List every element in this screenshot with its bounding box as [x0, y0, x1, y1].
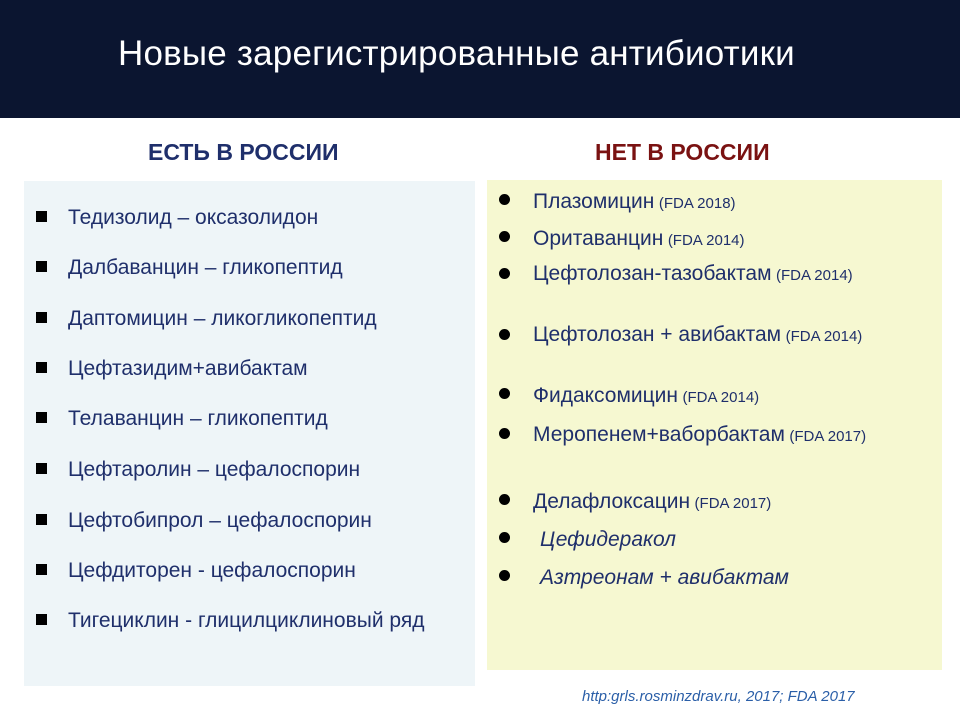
bullet-square-icon	[36, 312, 47, 323]
bullet-square-icon	[36, 362, 47, 373]
drug-name: Цефидеракол	[540, 528, 677, 551]
bullet-dot-icon	[499, 194, 510, 205]
bullet-square-icon	[36, 463, 47, 474]
list-item-text: Цефтаролин – цефалоспорин	[68, 458, 361, 481]
fda-note: (FDA 2018)	[658, 195, 736, 212]
bullet-square-icon	[36, 614, 47, 625]
list-item-text: Телаванцин – гликопептид	[68, 407, 328, 430]
fda-note: (FDA 2014)	[682, 389, 760, 406]
fda-note: (FDA 2014)	[785, 328, 863, 345]
fda-note: (FDA 2014)	[775, 267, 853, 284]
bullet-dot-icon	[499, 428, 510, 439]
list-item-text: Тедизолид – оксазолидон	[68, 206, 319, 229]
right-column-header: НЕТ В РОССИИ	[595, 139, 770, 165]
bullet-square-icon	[36, 412, 47, 423]
drug-name: Азтреонам + авибактам	[540, 566, 789, 589]
drug-name: Цефтолозан + авибактам	[533, 323, 782, 346]
left-column-header: ЕСТЬ В РОССИИ	[148, 139, 339, 165]
right-panel	[487, 180, 942, 670]
bullet-dot-icon	[499, 532, 510, 543]
title-bar	[0, 0, 960, 118]
bullet-square-icon	[36, 514, 47, 525]
fda-note: (FDA 2017)	[694, 495, 772, 512]
bullet-square-icon	[36, 211, 47, 222]
list-item-text: Даптомицин – ликогликопептид	[68, 307, 377, 330]
bullet-dot-icon	[499, 329, 510, 340]
bullet-dot-icon	[499, 570, 510, 581]
bullet-dot-icon	[499, 494, 510, 505]
bullet-dot-icon	[499, 268, 510, 279]
bullet-square-icon	[36, 564, 47, 575]
drug-name: Оритаванцин	[533, 227, 664, 250]
list-item-text: Тигециклин - глицилциклиновый ряд	[68, 609, 425, 632]
drug-name: Плазомицин	[533, 190, 655, 213]
drug-name: Меропенем+ваборбактам	[533, 423, 785, 446]
list-item-text: Цефтобипрол – цефалоспорин	[68, 509, 372, 532]
fda-note: (FDA 2014)	[667, 232, 745, 249]
source-citation: http:grls.rosminzdrav.ru, 2017; FDA 2017	[582, 688, 855, 705]
left-panel	[24, 181, 475, 686]
drug-name: Делафлоксацин	[533, 490, 691, 513]
list-item-text: Цефдиторен - цефалоспорин	[68, 559, 356, 582]
bullet-dot-icon	[499, 231, 510, 242]
drug-name: Цефтолозан-тазобактам	[533, 262, 772, 285]
list-item-text: Цефтазидим+авибактам	[68, 357, 308, 380]
drug-name: Фидаксомицин	[533, 384, 678, 407]
list-item-text: Далбаванцин – гликопептид	[68, 256, 343, 279]
bullet-square-icon	[36, 261, 47, 272]
fda-note: (FDA 2017)	[789, 428, 867, 445]
bullet-dot-icon	[499, 388, 510, 399]
slide-title: Новые зарегистрированные антибиотики	[118, 34, 795, 73]
